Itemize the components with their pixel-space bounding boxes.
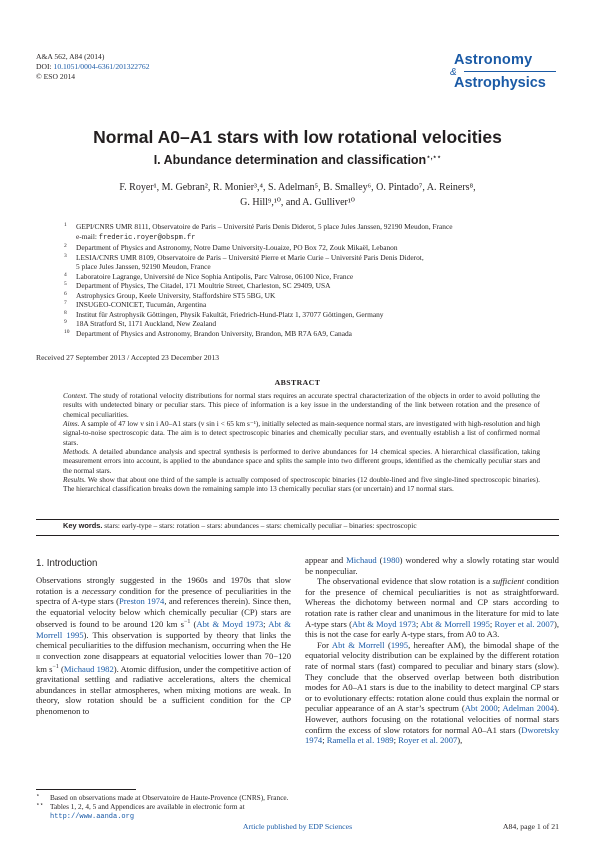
doi-link[interactable]: 10.1051/0004-6361/201322762 <box>53 62 150 71</box>
authors-line-1: F. Royer¹, M. Gebran², R. Monier³,⁴, S. Adelman⁵, B. Smalley⁶, O. Pintado⁷, A. Reiners⁸, <box>119 182 476 193</box>
affiliation-text: Astrophysics Group, Keele University, Staffordshire ST5 5BG, UK <box>76 290 276 300</box>
citation-link[interactable]: Dworetsky 1974 <box>305 724 559 746</box>
body-column-left <box>36 575 291 716</box>
citation-link[interactable]: Abt & Moyd 1973 <box>196 619 264 630</box>
affiliation-text: GEPI/CNRS UMR 8111, Observatoire de Paris – Université Paris Denis Diderot, 5 place Jules Janssen, 92190 Meudon, France <box>76 222 453 231</box>
abstract-aims <box>63 419 540 447</box>
citation-link[interactable]: Abt & Morrell <box>331 639 385 650</box>
logo-ampersand: & <box>450 67 457 78</box>
affiliation-number: 5 <box>64 281 67 288</box>
author-list <box>60 180 535 210</box>
footnote-mark: ⋆ <box>36 793 40 799</box>
citation-link[interactable]: Abt & Moyd 1973 <box>351 618 416 629</box>
publisher-link[interactable]: Article published by EDP Sciences <box>242 822 353 831</box>
citation-link[interactable]: Royer et al. 2007 <box>494 618 554 629</box>
affiliation-number: 9 <box>64 319 67 326</box>
logo-astronomy: Astronomy <box>454 52 533 68</box>
citation-link[interactable]: Royer et al. 2007 <box>398 735 458 746</box>
section-heading: 1. Introduction <box>36 558 98 569</box>
affiliation-item <box>64 300 564 310</box>
email-label: e-mail: <box>76 231 99 241</box>
affiliation-text: LESIA/CNRS UMR 8109, Observatoire de Paris – Université Pierre et Marie Curie – Université Paris Denis Diderot, <box>76 252 424 262</box>
keywords-text: stars: early-type – stars: rotation – stars: abundances – stars: chemically peculiar – binaries: spectroscopic <box>102 521 417 530</box>
logo-rule <box>464 71 556 72</box>
affiliation-text: Laboratoire Lagrange, Université de Nice Sophia Antipolis, Parc Valrose, 06100 Nice, France <box>76 271 354 281</box>
affiliation-text: 5 place Jules Janssen, 92190 Meudon, France <box>76 262 211 272</box>
keywords-label: Key words. <box>63 521 103 530</box>
authors-line-2: G. Hill⁹,¹⁰, and A. Gulliver¹⁰ <box>240 197 355 208</box>
footnote-divider <box>36 789 136 790</box>
affiliation-item <box>64 310 564 320</box>
aims-label: Aims. <box>63 419 80 429</box>
citation-link[interactable]: Abt & Morrell 1995 <box>420 618 490 629</box>
journal-logo <box>452 52 562 92</box>
citation-link[interactable]: 1980 <box>382 555 400 565</box>
affiliation-item <box>64 222 564 232</box>
abstract-methods <box>63 447 540 475</box>
methods-label: Methods. <box>63 447 90 457</box>
footnote-text: Based on observations made at Observatoire de Haute-Provence (CNRS), France. <box>50 793 289 802</box>
affiliation-item <box>64 281 564 291</box>
results-label: Results. <box>63 475 86 485</box>
affiliations <box>64 222 564 339</box>
paper-title: Normal A0–A1 stars with low rotational velocities <box>93 127 502 147</box>
affiliation-text: Department of Physics and Astronomy, Notre Dame University-Louaize, PO Box 72, Zouk Mikaël, Lebanon <box>76 243 398 253</box>
affiliation-text: Department of Physics and Astronomy, Brandon University, Brandon, MB R7A 6A9, Canada <box>76 329 352 339</box>
citation-link[interactable]: 1995 <box>390 639 409 650</box>
context-label: Context. <box>63 391 88 400</box>
citation-link[interactable]: Ramella et al. 1989 <box>326 735 394 746</box>
affiliation-item <box>64 243 564 253</box>
affiliation-item <box>64 262 564 272</box>
footnote-text: Tables 1, 2, 4, 5 and Appendices are available in electronic form at <box>50 802 245 811</box>
affiliation-email <box>64 232 564 244</box>
affiliation-text: Department of Physics, The Citadel, 171 Moultrie Street, Charleston, SC 29409, USA <box>76 281 331 291</box>
divider <box>36 535 559 536</box>
subtitle-footnote-marks[interactable]: ⋆,⋆⋆ <box>426 154 442 161</box>
body-paragraph: appear and Michaud (1980) wondered why a slowly rotating star would be nonpeculiar. <box>305 555 559 576</box>
methods-text: A detailed abundance analysis and spectral synthesis is performed to derive abundances for 14 chemical species. A hierarchical classification, taking measurement errors into account, is applied to the abundance space and splits the sample into two different groups, identified as the chemically peculiar stars and the normal stars. <box>63 447 540 475</box>
affiliation-item <box>64 253 564 263</box>
abstract-context <box>63 391 540 419</box>
doi-line <box>36 62 150 72</box>
email-address[interactable]: frederic.royer@obspm.fr <box>98 233 196 242</box>
affiliation-number: 7 <box>64 300 67 307</box>
results-text: We show that about one third of the sample is actually composed of spectroscopic binaries (12 double-lined and five single-lined spectroscopic binaries). The hierarchical classification breaks down the remaining sample into 13 chemically peculiar stars (or uncertain) and 17 normal stars. <box>63 475 540 494</box>
citation-link[interactable]: Adelman 2004 <box>502 703 554 714</box>
keywords <box>63 521 417 530</box>
abstract-results <box>63 475 540 494</box>
journal-info <box>36 52 150 82</box>
citation-link[interactable]: Michaud 1982 <box>63 663 114 674</box>
affiliation-item <box>64 272 564 282</box>
doi-prefix: DOI: <box>36 62 54 71</box>
affiliation-number: 8 <box>64 309 67 316</box>
received-dates: Received 27 September 2013 / Accepted 23 December 2013 <box>36 353 220 362</box>
body-paragraph: The observational evidence that slow rotation is a sufficient condition for the presence of chemical peculiarities is not as straightforward. Whereas the dichotomy between normal and CP stars according to rotation rate is rather clear and unanimous in the literature for mid to late A-type stars (Abt & Moyd 1973; Abt & Morrell 1995; Royer et al. 2007), this is not the case for early A-type stars, from A0 to A3. <box>305 576 559 640</box>
footnotes <box>36 793 291 822</box>
citation-link[interactable]: Preston 1974 <box>119 596 165 607</box>
affiliation-text: 18A Stratford St, 1171 Auckland, New Zealand <box>76 319 217 329</box>
paper-subtitle <box>0 153 595 167</box>
citation-link[interactable]: Abt 2000 <box>464 703 498 714</box>
affiliation-text: Institut für Astrophysik Göttingen, Physik Fakultät, Friedrich-Hund-Platz 1, 37077 Göttingen, Germany <box>76 309 384 319</box>
affiliation-number: 4 <box>64 271 67 278</box>
body-paragraph: Observations strongly suggested in the 1960s and 1970s that slow rotation is a necessary condition for the presence of peculiarities in the spectra of A-type stars (Preston 1974, and references therein). Since then, the equatorial velocity below which chemically peculiar (CP) stars are observed is found to be around 120 km $s^{-1}$ (Abt & Moyd 1973; Abt & Morrell 1995). This observation is supported by theory that links the chemical peculiarities to the diffusion mechanism, occurring when the He ii convection zone disappears at equatorial velocities lower than 70−120 km $s^{-1}$ (Michaud 1982). Atomic diffusion, under the competitive action of gravitational settling and radiative accelerations, alters the chemical abundances in stellar atmospheres, when mixing motions are weak. In theory, slow rotation should be a sufficient condition for the CP phenomenon to <box>36 575 291 716</box>
affiliation-item <box>64 329 564 339</box>
citation: A&A 562, A84 (2014) <box>36 52 105 61</box>
logo-astrophysics: Astrophysics <box>454 75 546 91</box>
abstract-heading: ABSTRACT <box>274 378 321 387</box>
footer-page-number: A84, page 1 of 21 <box>502 822 559 831</box>
body-paragraph: For Abt & Morrell (1995, hereafter AM), the bimodal shape of the equatorial velocity distribution can be explained by the different rotation rate of normal stars (fast) compared to peculiar and binary stars (slow). They conclude that the observed overlap between both distribution modes for A0–A1 stars is due to the inability to detect marginal CP stars or to evolutionary effects: rotation alone could thus explain the normal or peculiar appearance of an A star’s spectrum (Abt 2000; Adelman 2004). However, authors focusing on the rotational velocities of normal stars confirm the excess of slow rotators for normal A0–A1 stars (Dworetsky 1974; Ramella et al. 1989; Royer et al. 2007), <box>305 639 560 746</box>
footnote <box>36 802 291 822</box>
citation-link[interactable]: Michaud <box>346 555 377 565</box>
affiliation-item <box>64 319 564 329</box>
affiliation-number: 10 <box>64 329 70 336</box>
abstract <box>63 391 540 494</box>
subtitle-text: I. Abundance determination and classification <box>153 153 427 168</box>
citation-link[interactable]: Abt & Morrell 1995 <box>36 619 291 640</box>
affiliation-number: 2 <box>64 243 67 250</box>
affiliation-text: INSUGEO-CONICET, Tucumán, Argentina <box>76 300 207 310</box>
divider <box>36 519 559 520</box>
copyright: © ESO 2014 <box>36 72 76 81</box>
aims-text: A sample of 47 low v sin i A0–A1 stars (v sin i < 65 km s⁻¹), initially selected as main-sequence normal stars, are investigated with high-resolution and high signal-to-noise spectroscopic data. The aim is to detect spectroscopic binaries and chemically peculiar stars, and eventually establish a list of confirmed normal stars. <box>63 419 540 447</box>
affiliation-number: 6 <box>64 290 67 297</box>
footnote <box>36 793 291 802</box>
footnote-url-link[interactable]: http://www.aanda.org <box>50 813 135 821</box>
affiliation-number: 3 <box>64 252 67 259</box>
affiliation-item <box>64 291 564 301</box>
body-column-right <box>305 555 559 746</box>
affiliation-number: 1 <box>64 222 67 228</box>
footnote-mark: ⋆⋆ <box>36 802 44 808</box>
context-text: The study of rotational velocity distributions for normal stars requires an accurate spectral characterization of the objects in order to avoid polluting the results with undetected binary or peculiar stars. This piece of information is a key issue in the understanding of the link between rotation and the presence of chemical peculiarities. <box>63 391 540 419</box>
